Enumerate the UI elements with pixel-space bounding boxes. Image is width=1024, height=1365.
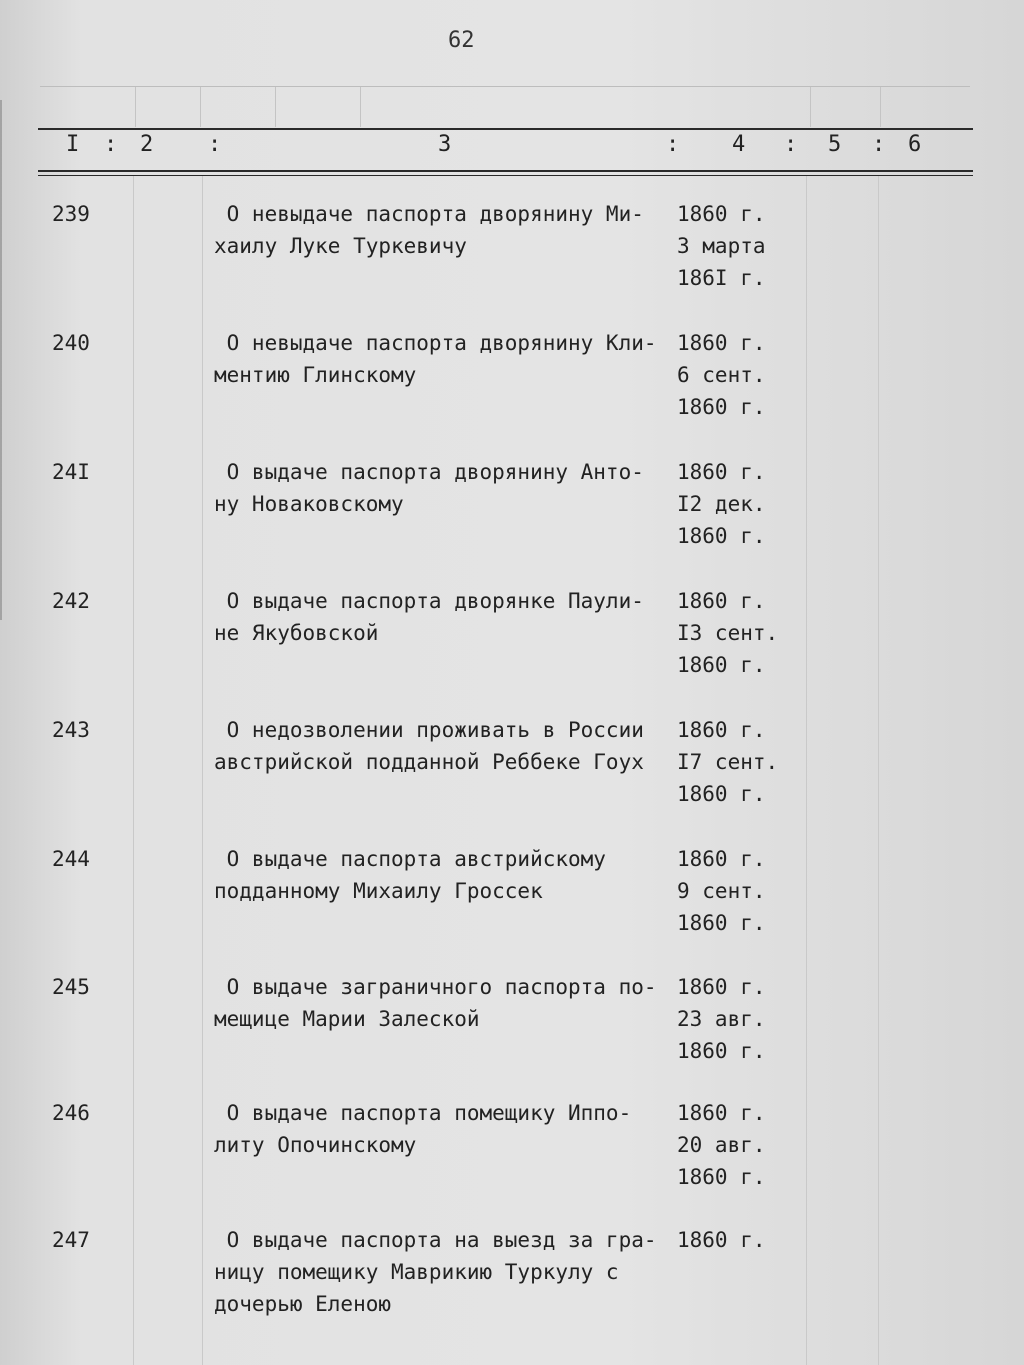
entry-title: О выдаче паспорта помещику Иппо- литу Опочинскому [214,1101,632,1157]
header-divider [360,87,361,127]
entry-dates: 1860 г. 23 авг. 1860 г. [677,975,766,1063]
entry-number: 24I [52,460,90,484]
column-separator: : [666,132,680,157]
entry-title: О недозволении проживать в России австрийской подданной Реббеке Гоух [214,718,644,774]
column-divider [878,176,879,1365]
entry-title: О выдаче паспорта на выезд за гра- ницу помещику Маврикию Туркулу с дочерью Еленою [214,1228,657,1316]
column-separator: : [208,132,222,157]
column-number-row [0,130,1024,170]
column-separator: : [784,132,798,157]
header-rule-bottom [38,170,973,172]
page-number: 62 [448,28,475,53]
column-number: 2 [140,132,154,157]
column-divider [806,176,807,1365]
column-separator: : [872,132,886,157]
entry-title: О выдаче паспорта австрийскому подданному Михаилу Гроссек [214,847,606,903]
entry-number: 242 [52,589,90,613]
column-number: I [66,132,80,157]
entry-dates: 1860 г. I7 сент. 1860 г. [677,718,779,806]
entry-dates: 1860 г. 3 марта 186I г. [677,202,766,290]
entry-dates: 1860 г. I3 сент. 1860 г. [677,589,779,677]
entry-number: 240 [52,331,90,355]
column-number: 6 [908,132,922,157]
entry-title: О выдаче паспорта дворянке Паули- не Якубовской [214,589,644,645]
entry-number: 246 [52,1101,90,1125]
column-number: 5 [828,132,842,157]
header-divider [880,87,881,127]
entry-title: О выдаче паспорта дворянину Анто- ну Новаковскому [214,460,644,516]
entry-number: 243 [52,718,90,742]
faint-table-header [40,86,970,127]
entry-dates: 1860 г. 20 авг. 1860 г. [677,1101,766,1189]
entry-number: 247 [52,1228,90,1252]
column-number: 4 [732,132,746,157]
entry-title: О выдаче заграничного паспорта по- мещице Марии Залеской [214,975,657,1031]
entry-title: О невыдаче паспорта дворянину Кли- ментию Глинскому [214,331,657,387]
header-divider [810,87,811,127]
header-divider [200,87,201,127]
column-divider [202,176,203,1365]
entry-number: 245 [52,975,90,999]
header-rule-bottom-thin [38,175,973,176]
entry-title: О невыдаче паспорта дворянину Ми- хаилу Луке Туркевичу [214,202,644,258]
entry-number: 239 [52,202,90,226]
entry-dates: 1860 г. 6 сент. 1860 г. [677,331,766,419]
header-divider [135,87,136,127]
header-divider [275,87,276,127]
entry-dates: 1860 г. 9 сент. 1860 г. [677,847,766,935]
binding-edge [0,100,8,620]
entry-dates: 1860 г. [677,1228,766,1252]
column-separator: : [104,132,118,157]
column-number: 3 [438,132,452,157]
entry-number: 244 [52,847,90,871]
column-divider [133,176,134,1365]
entry-dates: 1860 г. I2 дек. 1860 г. [677,460,766,548]
